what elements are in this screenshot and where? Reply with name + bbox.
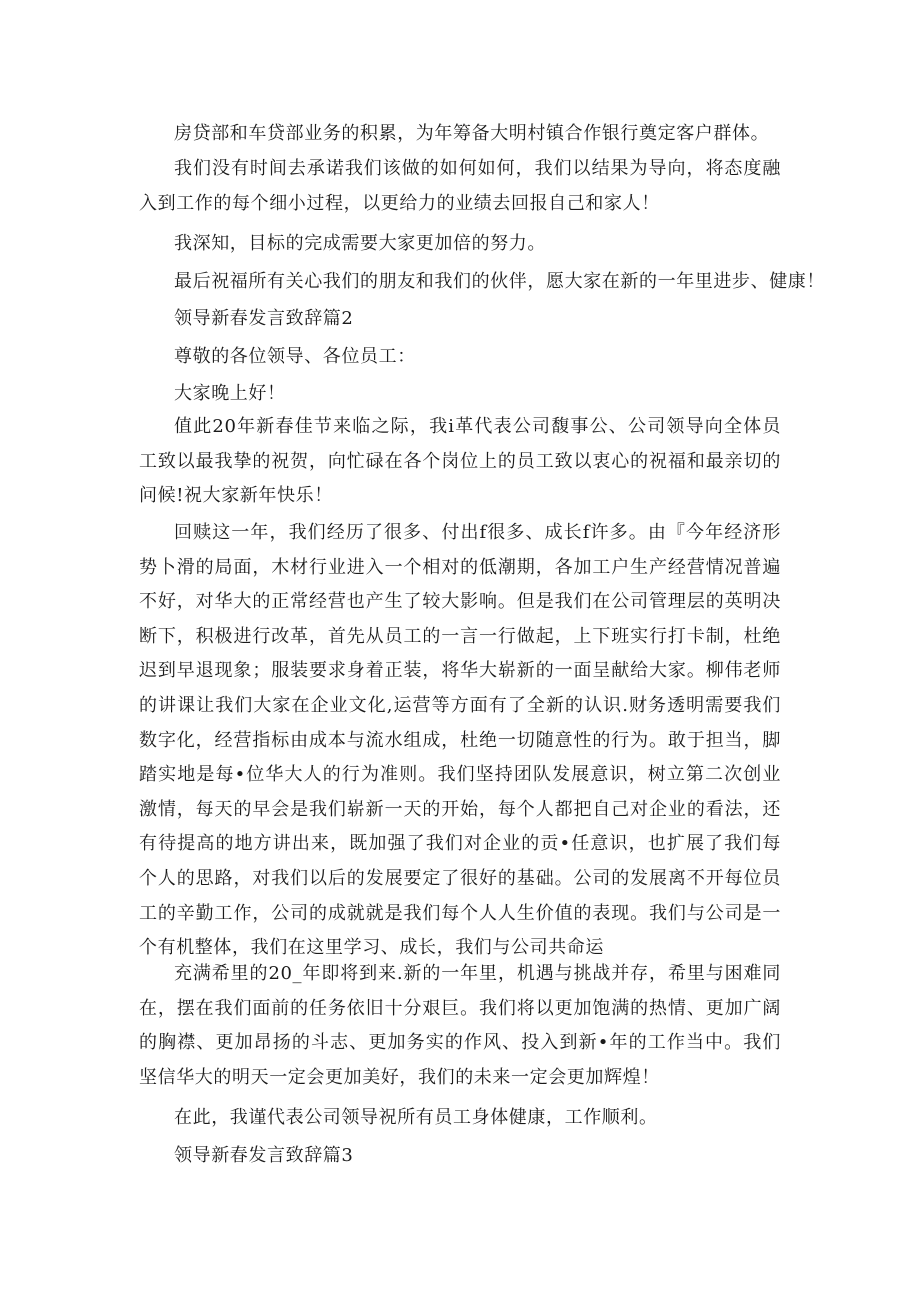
paragraph-intro-line: 房贷部和车贷部业务的积累，为年筹备大明村镇合作银行奠定客户群体。 xyxy=(174,123,770,144)
greeting: 大家晚上好！ xyxy=(174,383,286,404)
paragraph-effort: 我深知，目标的完成需要大家更加倍的努力。 xyxy=(174,233,546,254)
paragraph-year-review: 回赎这一年，我们经历了很多、付出f很多、成长f许多。由『今年经济形势卜滑的局面，木材行业进入一个相对的低潮期，各加工户生产经营情况普遍不好，对华大的正常经营也产生了较大影响。但是我们在公司管理层的英明决断下，积极进行改革，首先从员工的一言一行做起，上下班实行打卡制，杜绝迟到早退现象；服装要求身着正装，将华大崭新的一面呈献给大家。柳伟老师的讲课让我们大家在企业文化,运营等方面有了全新的认识.财务透明需要我们数字化，经营指标由成本与流水组成，杜绝一切随意性的行为。敢于担当，脚踏实地是每•位华大人的行为准则。我们坚持团队发展意识，树立第二次创业激情，每天的早会是我们崭新一天的开始，每个人都把自己对企业的看法，还有待提高的地方讲出来，既加强了我们对企业的贡•任意识，也扩展了我们每个人的思路，对我们以后的发展要定了很好的基础。公司的发展离不开每位员工的辛勤工作，公司的成就就是我们每个人人生价值的表现。我们与公司是一个有机整体，我们在这里学习、成长，我们与公司共命运 xyxy=(139,522,781,959)
section-heading-3: 领导新春发言致辞篇3 xyxy=(174,1145,354,1166)
section-heading-2: 领导新春发言致辞篇2 xyxy=(174,308,354,329)
salutation: 尊敬的各位领导、各位员工： xyxy=(174,346,416,367)
paragraph-new-year-wishes: 值此20年新春佳节来临之际，我i革代表公司馥事公、公司领导向全体员工致以最我挚的祝贺，向忙碌在各个岗位上的员工致以衷心的祝福和最亲切的问候!祝大家新年快乐！ xyxy=(139,416,781,507)
paragraph-outlook: 充满希里的20_年即将到来.新的一年里，机遇与挑战并存，希里与困难同在，摆在我们面前的任务依旧十分艰巨。我们将以更加饱满的热情、更加广阔的胸襟、更加昂扬的斗志、更加务实的作风、投入到新•年的工作当中。我们坚信华大的明天一定会更加美好，我们的未来一定会更加辉煌！ xyxy=(139,963,781,1088)
paragraph-blessing: 最后祝福所有关心我们的朋友和我们的伙伴，愿大家在新的一年里进步、健康！ xyxy=(174,271,825,292)
paragraph-attitude: 我们没有时间去承诺我们该做的如何如何，我们以结果为导向，将态度融入到工作的每个细小过程，以更给力的业绩去回报自己和家人！ xyxy=(139,158,781,214)
paragraph-closing: 在此，我谨代表公司领导祝所有员工身体健康，工作顺利。 xyxy=(174,1107,658,1128)
